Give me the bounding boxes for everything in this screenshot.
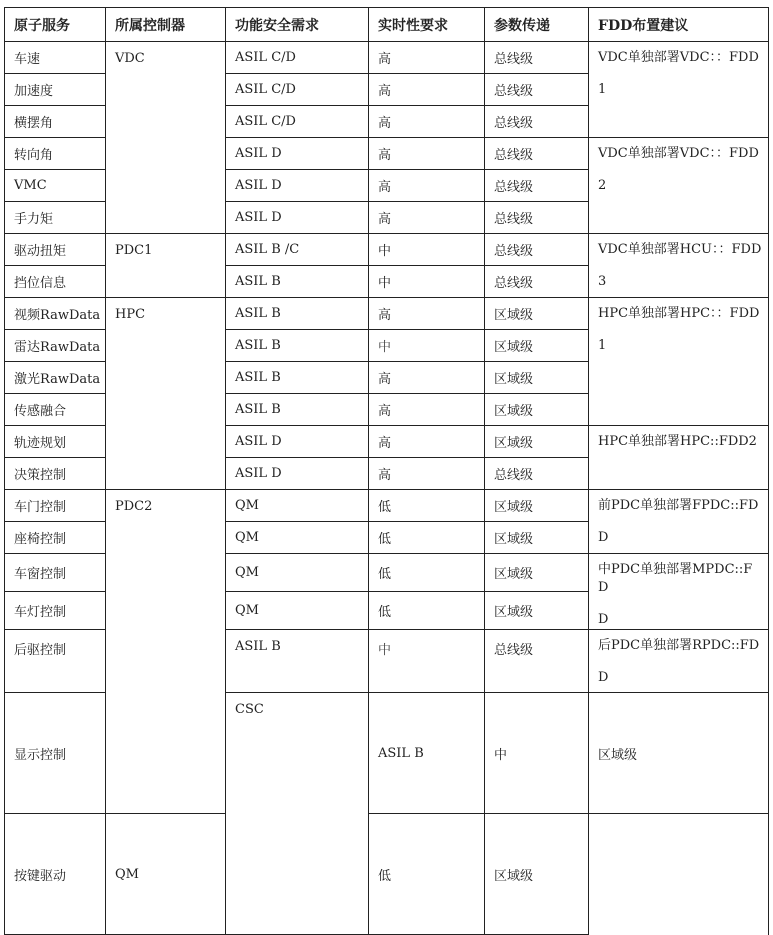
cell-fdd xyxy=(589,630,769,693)
cell-safety: QM xyxy=(226,522,369,554)
cell-service: VMC xyxy=(5,170,106,202)
cell-safety: ASIL B xyxy=(226,394,369,426)
cell-realtime: 低 xyxy=(369,554,485,592)
cell-realtime: 高 xyxy=(369,298,485,330)
cell-service: 后驱控制 xyxy=(5,630,106,693)
fdd-line2: 3 xyxy=(598,274,607,289)
cell-safety: ASIL C/D xyxy=(226,74,369,106)
cell-controller: CSC xyxy=(226,693,369,935)
cell-service: 手力矩 xyxy=(5,202,106,234)
fdd-line1: VDC单独部署VDC：：FDD xyxy=(598,50,759,65)
fdd-table-container xyxy=(4,7,769,935)
cell-safety: ASIL B /C xyxy=(226,234,369,266)
fdd-line1: 后PDC单独部署RPDC::FD xyxy=(598,638,760,653)
cell-safety: ASIL B xyxy=(369,693,485,814)
cell-realtime: 中 xyxy=(369,234,485,266)
cell-safety: ASIL C/D xyxy=(226,106,369,138)
cell-realtime: 高 xyxy=(369,74,485,106)
cell-realtime: 中 xyxy=(369,330,485,362)
cell-realtime: 高 xyxy=(369,426,485,458)
cell-realtime: 中 xyxy=(369,266,485,298)
cell-fdd xyxy=(589,138,769,234)
cell-realtime: 中 xyxy=(485,693,589,814)
cell-realtime: 高 xyxy=(369,202,485,234)
table-row xyxy=(5,814,769,935)
cell-controller: PDC1 xyxy=(106,234,226,298)
table-row xyxy=(5,42,769,74)
cell-service: 显示控制 xyxy=(5,693,106,814)
cell-safety: ASIL B xyxy=(226,362,369,394)
cell-realtime: 高 xyxy=(369,362,485,394)
table-row xyxy=(5,298,769,330)
cell-transfer: 区域级 xyxy=(485,522,589,554)
header-fdd: FDD布置建议 xyxy=(589,8,769,42)
cell-transfer: 区域级 xyxy=(485,362,589,394)
cell-realtime: 高 xyxy=(369,42,485,74)
header-realtime: 实时性要求 xyxy=(369,8,485,42)
cell-service: 驱动扭矩 xyxy=(5,234,106,266)
cell-transfer: 总线级 xyxy=(485,74,589,106)
cell-transfer: 区域级 xyxy=(589,693,769,814)
cell-safety: ASIL D xyxy=(226,458,369,490)
fdd-line2: 1 xyxy=(598,338,607,353)
cell-transfer: 区域级 xyxy=(485,814,589,935)
cell-realtime: 低 xyxy=(369,490,485,522)
cell-service: 视频RawData xyxy=(5,298,106,330)
cell-transfer: 总线级 xyxy=(485,202,589,234)
cell-realtime: 高 xyxy=(369,394,485,426)
cell-transfer: 总线级 xyxy=(485,138,589,170)
cell-fdd xyxy=(589,234,769,298)
cell-safety: QM xyxy=(226,490,369,522)
cell-service: 挡位信息 xyxy=(5,266,106,298)
fdd-line1: VDC单独部署HCU：：FDD xyxy=(598,242,762,257)
cell-service: 车窗控制 xyxy=(5,554,106,592)
cell-fdd xyxy=(589,490,769,554)
fdd-line2: D xyxy=(598,612,609,627)
cell-safety: ASIL B xyxy=(226,330,369,362)
cell-transfer: 区域级 xyxy=(485,554,589,592)
cell-service: 决策控制 xyxy=(5,458,106,490)
cell-fdd xyxy=(589,298,769,426)
cell-transfer: 区域级 xyxy=(485,426,589,458)
cell-safety: QM xyxy=(106,814,226,935)
cell-transfer: 区域级 xyxy=(485,490,589,522)
cell-transfer: 总线级 xyxy=(485,458,589,490)
header-transfer: 参数传递 xyxy=(485,8,589,42)
cell-realtime: 高 xyxy=(369,458,485,490)
cell-safety: QM xyxy=(226,554,369,592)
fdd-line1: HPC单独部署HPC：：FDD xyxy=(598,306,760,321)
cell-realtime: 高 xyxy=(369,106,485,138)
cell-safety: ASIL D xyxy=(226,170,369,202)
cell-realtime: 低 xyxy=(369,592,485,630)
cell-safety: ASIL B xyxy=(226,630,369,693)
fdd-line1: VDC单独部署VDC：：FDD xyxy=(598,146,759,161)
cell-service: 按键驱动 xyxy=(5,814,106,935)
cell-service: 座椅控制 xyxy=(5,522,106,554)
fdd-line1: HPC单独部署HPC::FDD2 xyxy=(598,434,757,449)
header-safety: 功能安全需求 xyxy=(226,8,369,42)
cell-transfer: 总线级 xyxy=(485,170,589,202)
cell-safety: QM xyxy=(226,592,369,630)
cell-transfer: 区域级 xyxy=(485,394,589,426)
cell-transfer: 区域级 xyxy=(485,330,589,362)
cell-realtime: 低 xyxy=(369,814,485,935)
cell-service: 车灯控制 xyxy=(5,592,106,630)
cell-transfer: 总线级 xyxy=(485,234,589,266)
fdd-deployment-table xyxy=(4,7,769,935)
cell-controller: VDC xyxy=(106,42,226,234)
cell-service: 雷达RawData xyxy=(5,330,106,362)
fdd-line2: D xyxy=(598,670,609,685)
header-controller: 所属控制器 xyxy=(106,8,226,42)
table-row xyxy=(5,490,769,522)
cell-service: 车门控制 xyxy=(5,490,106,522)
cell-service: 轨迹规划 xyxy=(5,426,106,458)
fdd-line2: D xyxy=(598,530,609,545)
cell-service: 车速 xyxy=(5,42,106,74)
fdd-line1: 中PDC单独部署MPDC::FD xyxy=(598,562,753,595)
header-row xyxy=(5,8,769,42)
cell-service: 激光RawData xyxy=(5,362,106,394)
cell-safety: ASIL D xyxy=(226,426,369,458)
cell-controller: PDC2 xyxy=(106,490,226,814)
cell-realtime: 中 xyxy=(369,630,485,693)
cell-service: 传感融合 xyxy=(5,394,106,426)
cell-safety: ASIL D xyxy=(226,138,369,170)
cell-controller: HPC xyxy=(106,298,226,490)
cell-realtime: 高 xyxy=(369,170,485,202)
cell-transfer: 总线级 xyxy=(485,630,589,693)
cell-transfer: 区域级 xyxy=(485,298,589,330)
cell-safety: ASIL D xyxy=(226,202,369,234)
cell-realtime: 高 xyxy=(369,138,485,170)
fdd-line2: 2 xyxy=(598,178,607,193)
cell-fdd xyxy=(589,42,769,138)
table-row xyxy=(5,234,769,266)
cell-transfer: 总线级 xyxy=(485,106,589,138)
cell-service: 加速度 xyxy=(5,74,106,106)
header-service: 原子服务 xyxy=(5,8,106,42)
fdd-line2: 1 xyxy=(598,82,607,97)
cell-transfer: 总线级 xyxy=(485,266,589,298)
cell-realtime: 低 xyxy=(369,522,485,554)
cell-transfer: 区域级 xyxy=(485,592,589,630)
cell-transfer: 总线级 xyxy=(485,42,589,74)
fdd-line1: 前PDC单独部署FPDC::FD xyxy=(598,498,759,513)
cell-safety: ASIL C/D xyxy=(226,42,369,74)
cell-fdd xyxy=(589,554,769,630)
cell-safety: ASIL B xyxy=(226,298,369,330)
cell-fdd xyxy=(589,426,769,490)
cell-service: 转向角 xyxy=(5,138,106,170)
cell-safety: ASIL B xyxy=(226,266,369,298)
cell-service: 横摆角 xyxy=(5,106,106,138)
